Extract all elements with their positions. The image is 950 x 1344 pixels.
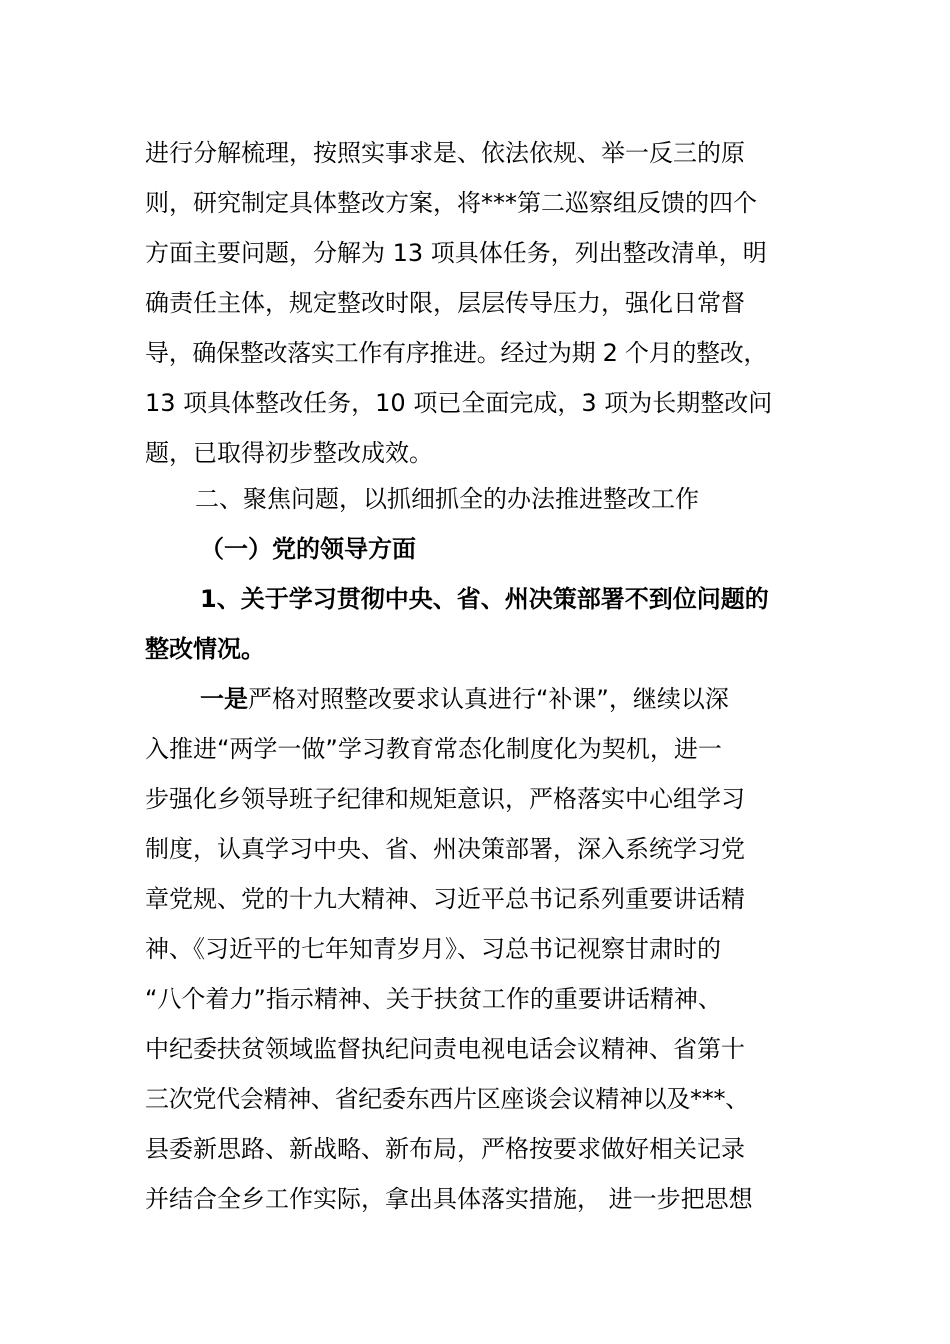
- para2-lead: 一是: [200, 685, 248, 713]
- item-heading-line-1: 1、关于学习贯彻中央、省、州决策部署不到位问题的: [200, 585, 769, 613]
- para2-line-11: 并结合全乡工作实际，拿出具体落实措施， 进一步把思想: [145, 1185, 753, 1213]
- para2-line-1: [200, 674, 890, 724]
- para2-line-8: 中纪委扶贫领域监督执纪问责电视电话会议精神、省第十: [145, 1035, 745, 1063]
- para2-line-9: 三次党代会精神、省纪委东西片区座谈会议精神以及***、: [145, 1085, 749, 1113]
- para2-line-6: 神、《习近平的七年知青岁月》、习总书记视察甘肃时的: [145, 935, 721, 963]
- body-line-4: 确责任主体，规定整改时限，层层传导压力，强化日常督: [145, 289, 745, 317]
- para2-first-rest: 严格对照整改要求认真进行“补课”，继续以深: [248, 685, 729, 713]
- para2-line-7: “八个着力”指示精神、关于扶贫工作的重要讲话精神、: [145, 985, 722, 1013]
- body-line-6: 13 项具体整改任务，10 项已全面完成，3 项为长期整改问: [145, 389, 773, 417]
- para2-line-10: 县委新思路、新战略、新布局，严格按要求做好相关记录: [145, 1135, 745, 1163]
- para2-line-3: 步强化乡领导班子纪律和规矩意识，严格落实中心组学习: [145, 785, 745, 813]
- para2-line-2: 入推进“两学一做”学习教育常态化制度化为契机，进一: [145, 735, 722, 763]
- body-line-3: 方面主要问题，分解为 13 项具体任务，列出整改清单，明: [145, 239, 767, 267]
- subsection-heading: （一）党的领导方面: [200, 535, 416, 563]
- body-line-7: 题，已取得初步整改成效。: [145, 439, 433, 467]
- body-line-5: 导，确保整改落实工作有序推进。经过为期 2 个月的整改，: [145, 339, 768, 367]
- para2-line-5: 章党规、党的十九大精神、习近平总书记系列重要讲话精: [145, 885, 745, 913]
- section-heading: 二、聚焦问题，以抓细抓全的办法推进整改工作: [195, 485, 699, 513]
- body-line-1: 进行分解梳理，按照实事求是、依法依规、举一反三的原: [145, 139, 745, 167]
- body-line-2: 则，研究制定具体整改方案，将***第二巡察组反馈的四个: [145, 189, 757, 217]
- item-heading-line-2: 整改情况。: [145, 635, 265, 663]
- para2-line-4: 制度，认真学习中央、省、州决策部署，深入系统学习党: [145, 835, 745, 863]
